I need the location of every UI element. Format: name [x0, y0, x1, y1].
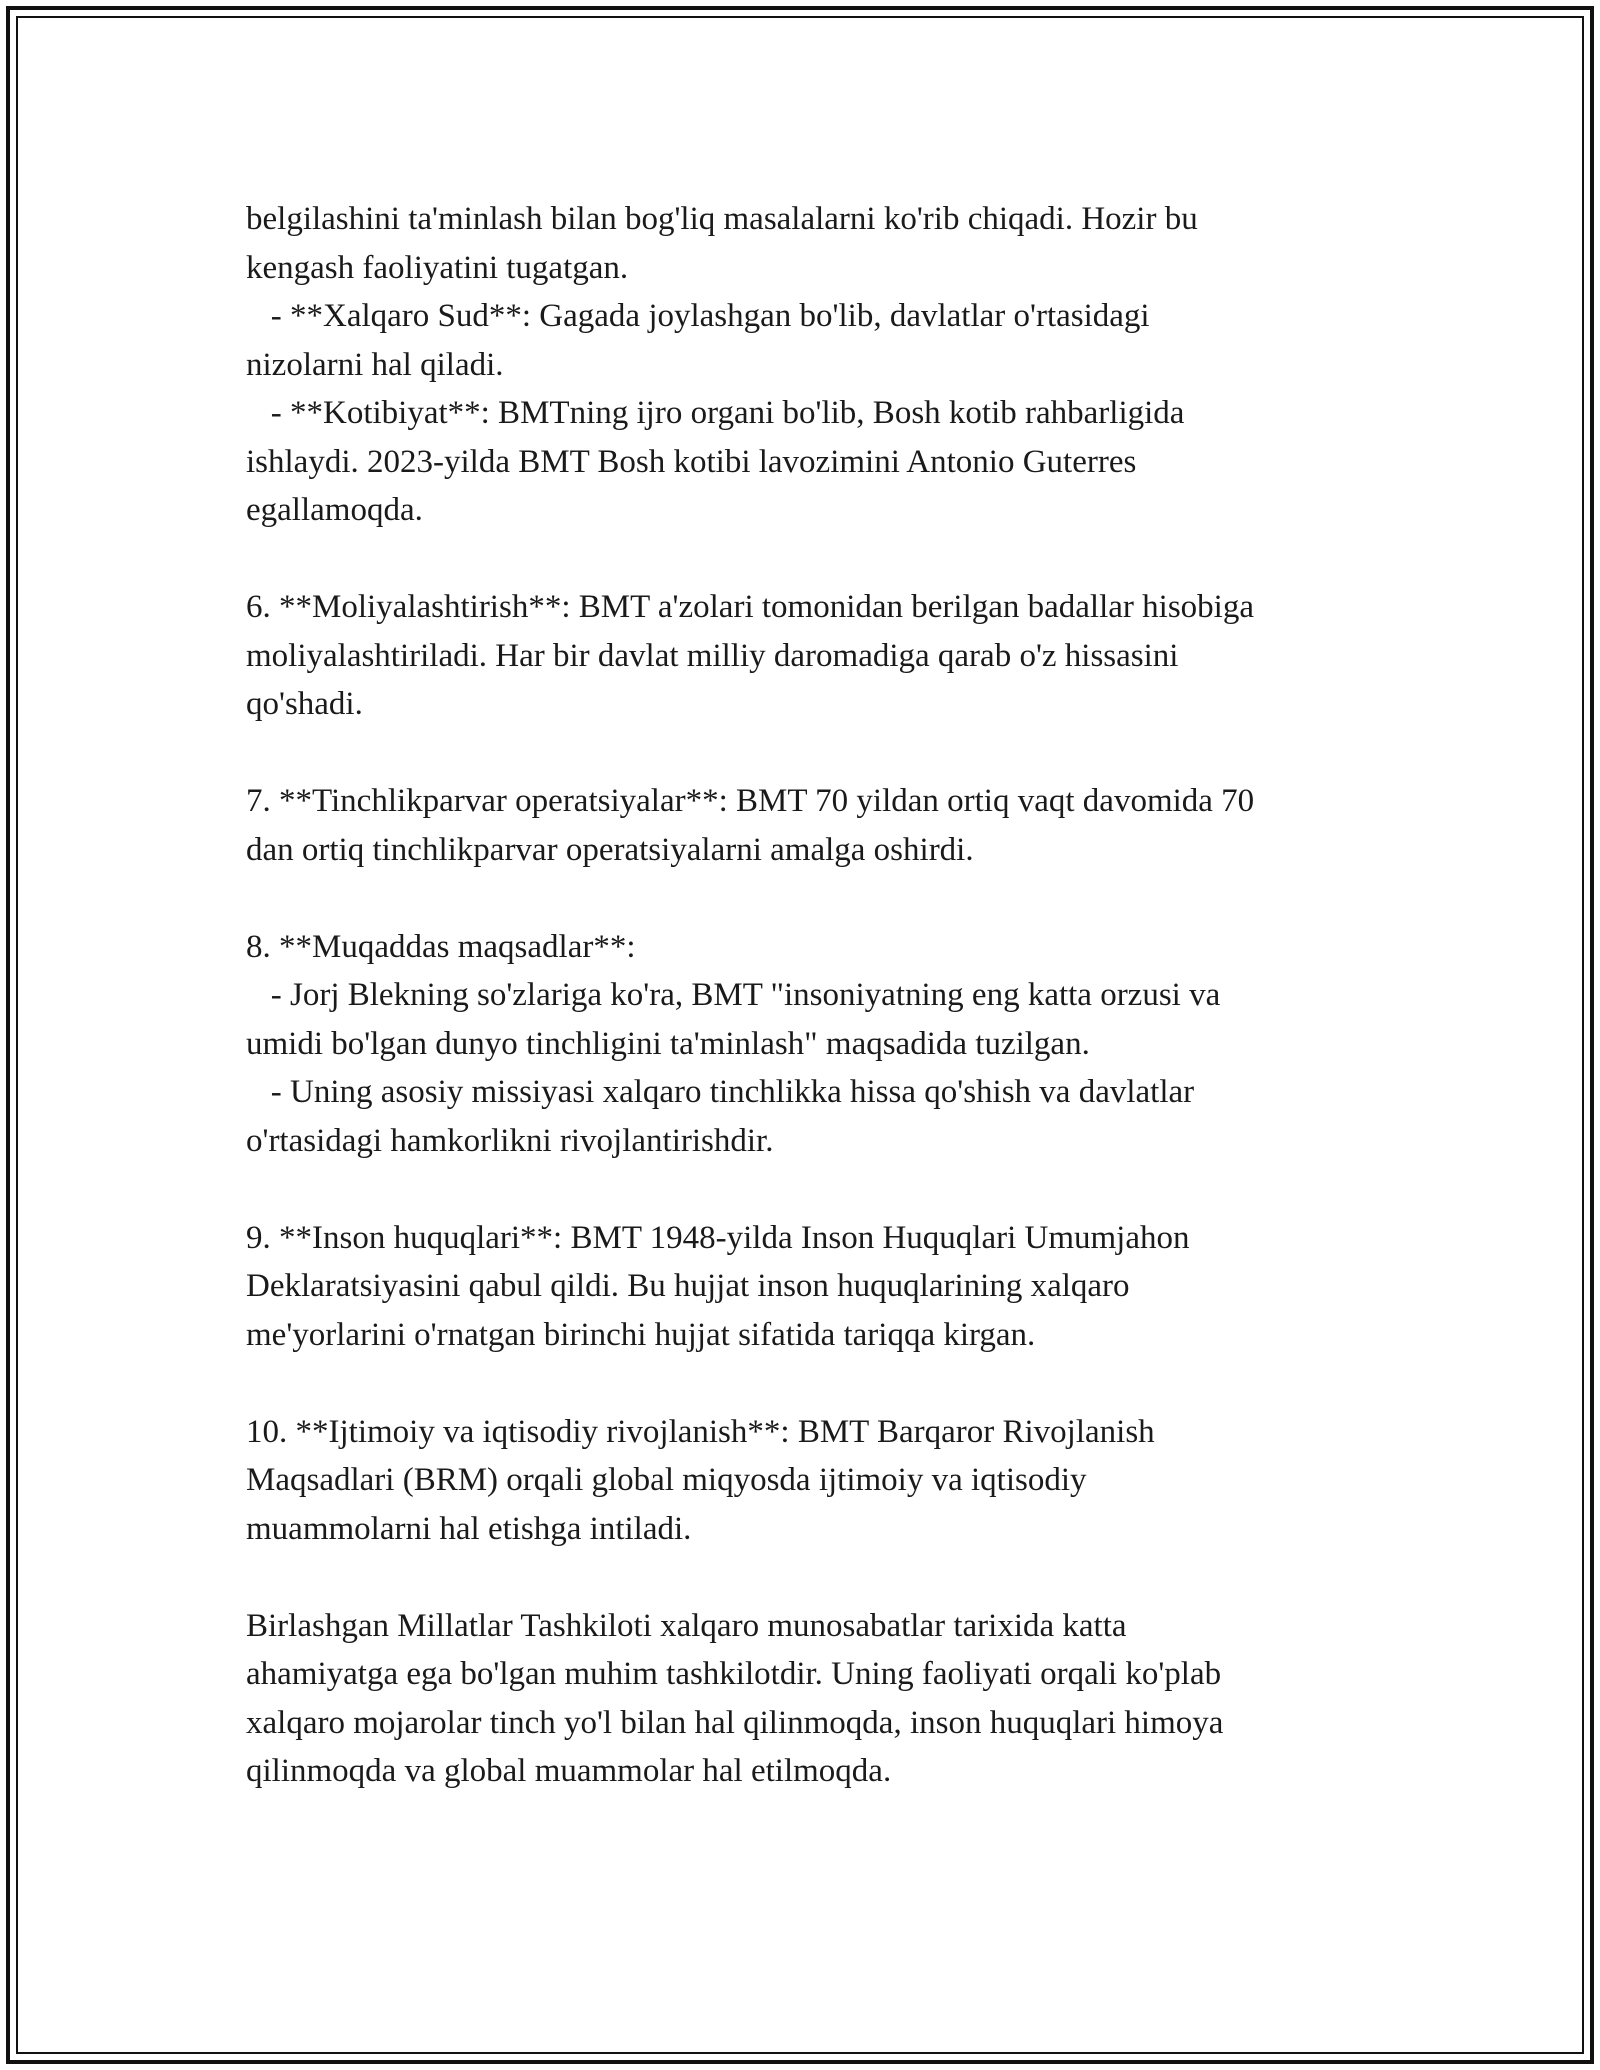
- text-line: xalqaro mojarolar tinch yo'l bilan hal qilinmoqda, inson huquqlari himoya: [246, 1704, 1224, 1741]
- paragraph-gap: [246, 1165, 1376, 1214]
- text-line: dan ortiq tinchlikparvar operatsiyalarni amalga oshirdi.: [246, 831, 974, 868]
- text-line: - Jorj Blekning so'zlariga ko'ra, BMT "insoniyatning eng katta orzusi va: [246, 977, 1221, 1013]
- text-line: Deklaratsiyasini qabul qildi. Bu hujjat inson huquqlarining xalqaro: [246, 1268, 1130, 1304]
- paragraph-sacred-goals: [246, 923, 1376, 1166]
- paragraph-financing: [246, 583, 1376, 729]
- text-line: kengash faoliyatini tugatgan.: [246, 249, 629, 286]
- text-line: - **Xalqaro Sud**: Gagada joylashgan bo'lib, davlatlar o'rtasidagi: [246, 298, 1150, 334]
- text-line: Birlashgan Millatlar Tashkiloti xalqaro munosabatlar tarixida katta: [246, 1607, 1127, 1644]
- paragraph-gap: [246, 874, 1376, 923]
- paragraph-council-court-secretariat: [246, 195, 1376, 535]
- text-line: 9. **Inson huquqlari**: BMT 1948-yilda Inson Huquqlari Umumjahon: [246, 1219, 1190, 1256]
- text-line: belgilashini ta'minlash bilan bog'liq masalalarni ko'rib chiqadi. Hozir bu: [246, 201, 1198, 237]
- paragraph-gap: [246, 729, 1376, 778]
- paragraph-peacekeeping: [246, 777, 1376, 874]
- text-line: muammolarni hal etishga intiladi.: [246, 1510, 692, 1547]
- text-line: 7. **Tinchlikparvar operatsiyalar**: BMT 70 yildan ortiq vaqt davomida 70: [246, 783, 1255, 819]
- document-body: [246, 195, 1376, 1796]
- text-line: me'yorlarini o'rnatgan birinchi hujjat sifatida tariqqa kirgan.: [246, 1316, 1036, 1353]
- text-line: egallamoqda.: [246, 492, 423, 528]
- text-line: o'rtasidagi hamkorlikni rivojlantirishdir.: [246, 1122, 774, 1159]
- text-line: - Uning asosiy missiyasi xalqaro tinchlikka hissa qo'shish va davlatlar: [246, 1074, 1195, 1110]
- text-line: umidi bo'lgan dunyo tinchligini ta'minlash" maqsadida tuzilgan.: [246, 1025, 1090, 1062]
- paragraph-gap: [246, 1553, 1376, 1602]
- document-page: [6, 6, 1594, 2064]
- text-line: 10. **Ijtimoiy va iqtisodiy rivojlanish**: BMT Barqaror Rivojlanish: [246, 1413, 1155, 1450]
- text-line: nizolarni hal qiladi.: [246, 346, 504, 383]
- text-line: Maqsadlari (BRM) orqali global miqyosda ijtimoiy va iqtisodiy: [246, 1462, 1087, 1498]
- text-line: - **Kotibiyat**: BMTning ijro organi bo'lib, Bosh kotib rahbarligida: [246, 395, 1185, 431]
- paragraph-gap: [246, 1359, 1376, 1408]
- text-line: ishlaydi. 2023-yilda BMT Bosh kotibi lavozimini Antonio Guterres: [246, 443, 1137, 480]
- text-line: 8. **Muqaddas maqsadlar**:: [246, 928, 636, 965]
- paragraph-development: [246, 1408, 1376, 1554]
- text-line: ahamiyatga ega bo'lgan muhim tashkilotdir. Uning faoliyati orqali ko'plab: [246, 1656, 1222, 1692]
- text-line: 6. **Moliyalashtirish**: BMT a'zolari tomonidan berilgan badallar hisobiga: [246, 589, 1254, 625]
- paragraph-conclusion: [246, 1602, 1376, 1796]
- text-line: qilinmoqda va global muammolar hal etilmoqda.: [246, 1753, 892, 1789]
- text-line: moliyalashtiriladi. Har bir davlat milliy daromadiga qarab o'z hissasini: [246, 637, 1179, 674]
- paragraph-human-rights: [246, 1214, 1376, 1360]
- text-line: qo'shadi.: [246, 686, 363, 722]
- paragraph-gap: [246, 535, 1376, 584]
